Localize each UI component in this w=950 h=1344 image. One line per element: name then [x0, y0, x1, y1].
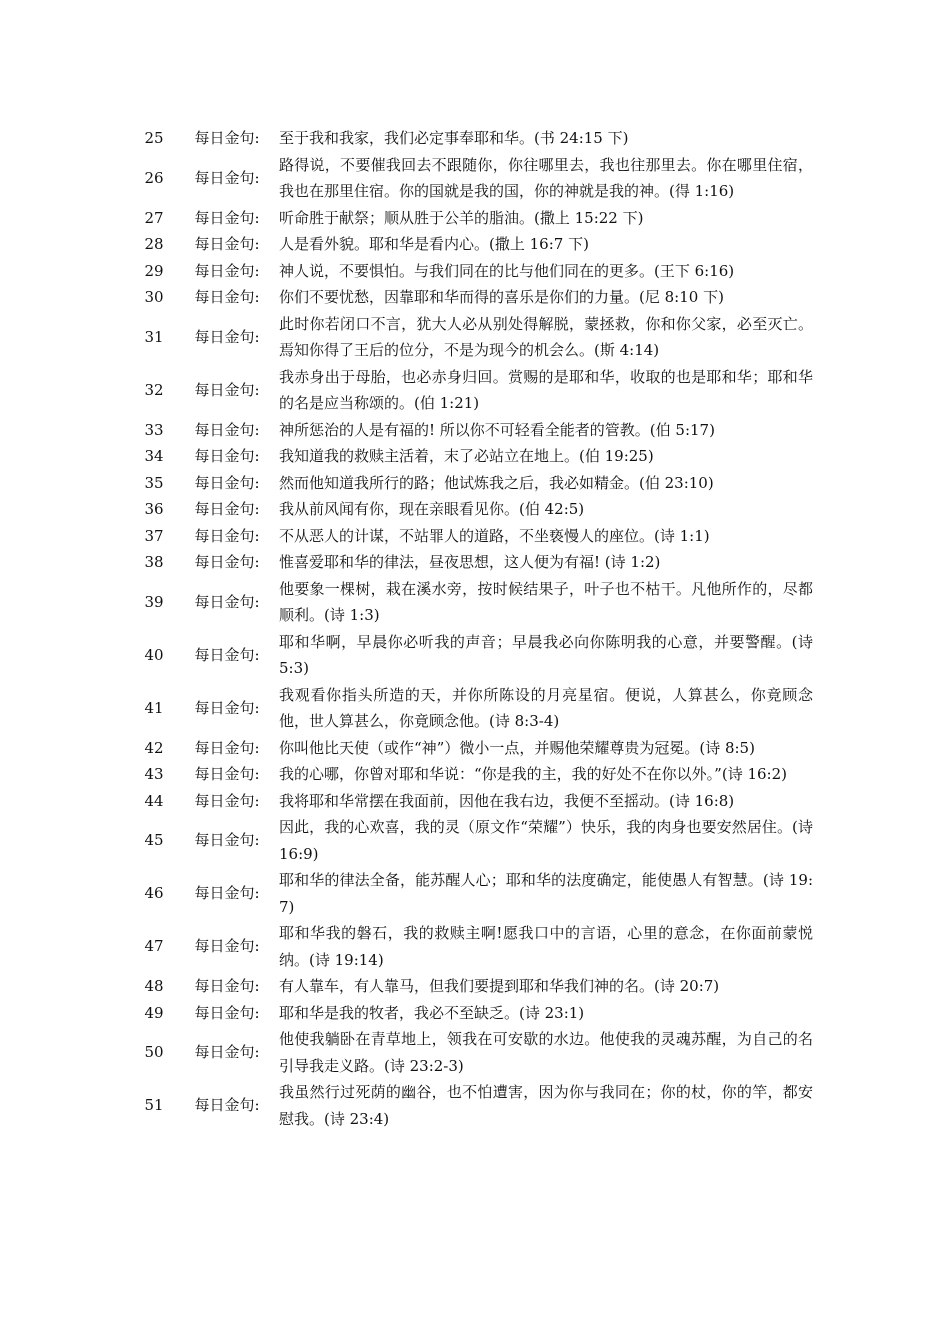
verse-text: 神所惩治的人是有福的! 所以你不可轻看全能者的管教。(伯 5:17): [279, 420, 715, 439]
verse-number: 29: [144, 261, 164, 280]
verse-label: 每日金句:: [194, 738, 260, 757]
table-row: [133, 1026, 813, 1079]
verse-text: 此时你若闭口不言，犹大人必从别处得解脱，蒙拯救，你和你父家，必至灭亡。焉知你得了王后的位分，不是为现今的机会么。(斯 4:14): [279, 314, 813, 359]
verse-number: 44: [144, 791, 164, 810]
verse-label: 每日金句:: [194, 288, 260, 306]
verse-number: 35: [144, 473, 164, 492]
table-row: [133, 629, 813, 682]
table-row: [133, 1000, 813, 1027]
verse-number: 27: [144, 208, 164, 227]
verse-text: 他要象一棵树，栽在溪水旁，按时候结果子，叶子也不枯干。凡他所作的，尽都顺利。(诗 1:3): [279, 579, 813, 624]
verse-text: 耶和华啊，早晨你必听我的声音；早晨我必向你陈明我的心意，并要警醒。(诗 5:3): [279, 632, 813, 677]
verse-text: 我的心哪，你曾对耶和华说：“你是我的主，我的好处不在你以外。”(诗 16:2): [279, 765, 787, 783]
table-row: [133, 814, 813, 867]
verse-label: 每日金句:: [194, 765, 260, 783]
verse-number: 31: [144, 327, 164, 346]
verse-number: 49: [144, 1003, 164, 1022]
verse-label: 每日金句:: [194, 937, 260, 956]
table-row: [133, 867, 813, 920]
verse-text: 我知道我的救赎主活着，末了必站立在地上。(伯 19:25): [279, 447, 654, 465]
verse-label: 每日金句:: [194, 235, 260, 253]
table-row: [133, 125, 813, 152]
verse-number: 41: [144, 698, 164, 717]
verse-label: 每日金句:: [194, 884, 260, 903]
verse-number: 50: [144, 1043, 164, 1062]
verse-label: 每日金句:: [194, 1096, 260, 1115]
verse-number: 47: [144, 937, 164, 956]
verse-number: 38: [144, 553, 164, 571]
verse-text: 至于我和我家，我们必定事奉耶和华。(书 24:15 下): [279, 129, 629, 147]
verse-label: 每日金句:: [194, 447, 260, 465]
verse-label: 每日金句:: [194, 645, 260, 664]
table-row: [133, 549, 813, 576]
verse-text: 我观看你指头所造的天，并你所陈设的月亮星宿。便说，人算甚么，你竟顾念他，世人算甚么，你竟顾念他。(诗 8:3-4): [279, 685, 813, 730]
verse-label: 每日金句:: [194, 977, 260, 995]
verse-number: 25: [144, 129, 164, 147]
table-row: [133, 496, 813, 523]
verse-number: 33: [144, 420, 164, 439]
verse-number: 48: [144, 977, 164, 995]
verse-text: 我从前风闻有你，现在亲眼看见你。(伯 42:5): [279, 500, 585, 518]
verse-label: 每日金句:: [194, 526, 260, 545]
verse-text: 不从恶人的计谋，不站罪人的道路，不坐亵慢人的座位。(诗 1:1): [279, 526, 710, 545]
verse-text: 我赤身出于母胎，也必赤身归回。赏赐的是耶和华，收取的也是耶和华；耶和华的名是应当称颂的。(伯 1:21): [279, 367, 813, 412]
verse-label: 每日金句:: [194, 553, 260, 571]
verse-label: 每日金句:: [194, 129, 260, 147]
verse-text: 听命胜于献祭；顺从胜于公羊的脂油。(撒上 15:22 下): [279, 208, 644, 227]
table-row: [133, 152, 813, 205]
verse-text: 人是看外貌。耶和华是看内心。(撒上 16:7 下): [279, 235, 589, 253]
table-row: [133, 682, 813, 735]
verse-number: 30: [144, 288, 164, 306]
verse-label: 每日金句:: [194, 473, 260, 492]
verse-number: 26: [144, 168, 164, 187]
table-row: [133, 470, 813, 497]
verse-label: 每日金句:: [194, 168, 260, 187]
verse-text: 你叫他比天使（或作“神”）微小一点，并赐他荣耀尊贵为冠冕。(诗 8:5): [279, 738, 755, 757]
verse-number: 45: [144, 831, 164, 850]
verse-label: 每日金句:: [194, 208, 260, 227]
verse-number: 32: [144, 380, 164, 399]
verse-number: 40: [144, 645, 164, 664]
table-row: [133, 523, 813, 550]
table-row: [133, 788, 813, 815]
verse-label: 每日金句:: [194, 791, 260, 810]
verse-text: 你们不要忧愁，因靠耶和华而得的喜乐是你们的力量。(尼 8:10 下): [279, 288, 724, 306]
verse-text: 因此，我的心欢喜，我的灵（原文作“荣耀”）快乐，我的肉身也要安然居住。(诗 16:9): [279, 818, 813, 863]
verse-text: 有人靠车，有人靠马，但我们要提到耶和华我们神的名。(诗 20:7): [279, 977, 720, 995]
table-row: [133, 364, 813, 417]
table-row: [133, 761, 813, 788]
verse-number: 43: [144, 765, 164, 783]
table-row: [133, 231, 813, 258]
table-row: [133, 443, 813, 470]
verse-text: 惟喜爱耶和华的律法，昼夜思想，这人便为有福! (诗 1:2): [279, 553, 661, 571]
table-row: [133, 311, 813, 364]
table-row: [133, 973, 813, 1000]
verse-text: 然而他知道我所行的路；他试炼我之后，我必如精金。(伯 23:10): [279, 473, 714, 492]
verse-text: 他使我躺卧在青草地上，领我在可安歇的水边。他使我的灵魂苏醒，为自己的名引导我走义路。(诗 23:2-3): [279, 1030, 813, 1075]
verse-label: 每日金句:: [194, 698, 260, 717]
verse-text: 耶和华是我的牧者，我必不至缺乏。(诗 23:1): [279, 1003, 585, 1022]
verse-text: 耶和华的律法全备，能苏醒人心；耶和华的法度确定，能使愚人有智慧。(诗 19:7): [279, 871, 813, 916]
verse-number: 51: [144, 1096, 164, 1115]
verse-number: 37: [144, 526, 164, 545]
verse-label: 每日金句:: [194, 831, 260, 850]
verse-number: 42: [144, 738, 164, 757]
table-row: [133, 205, 813, 232]
table-row: [133, 920, 813, 973]
verse-number: 28: [144, 235, 164, 253]
verse-number: 34: [144, 447, 164, 465]
table-row: [133, 417, 813, 444]
verse-text: 路得说，不要催我回去不跟随你，你往哪里去，我也往那里去。你在哪里住宿，我也在那里住宿。你的国就是我的国，你的神就是我的神。(得 1:16): [279, 155, 813, 200]
verse-label: 每日金句:: [194, 1043, 260, 1062]
table-row: [133, 735, 813, 762]
table-row: [133, 284, 813, 311]
verse-label: 每日金句:: [194, 592, 260, 611]
verse-number: 36: [144, 500, 164, 518]
table-row: [133, 576, 813, 629]
verse-label: 每日金句:: [194, 380, 260, 399]
table-row: [133, 258, 813, 285]
verse-text: 我虽然行过死荫的幽谷，也不怕遭害，因为你与我同在；你的杖，你的竿，都安慰我。(诗 23:4): [279, 1083, 813, 1128]
verse-text: 我将耶和华常摆在我面前，因他在我右边，我便不至摇动。(诗 16:8): [279, 791, 735, 810]
verse-number: 39: [144, 592, 164, 611]
verse-number: 46: [144, 884, 164, 903]
table-row: [133, 1079, 813, 1132]
verse-label: 每日金句:: [194, 500, 260, 518]
daily-verses-table: [133, 125, 813, 1132]
verse-text: 耶和华我的磐石，我的救赎主啊!愿我口中的言语，心里的意念，在你面前蒙悦纳。(诗 19:14): [279, 924, 813, 969]
verse-label: 每日金句:: [194, 327, 260, 346]
verse-text: 神人说，不要惧怕。与我们同在的比与他们同在的更多。(王下 6:16): [279, 261, 735, 280]
verse-label: 每日金句:: [194, 261, 260, 280]
verse-label: 每日金句:: [194, 420, 260, 439]
verse-label: 每日金句:: [194, 1003, 260, 1022]
